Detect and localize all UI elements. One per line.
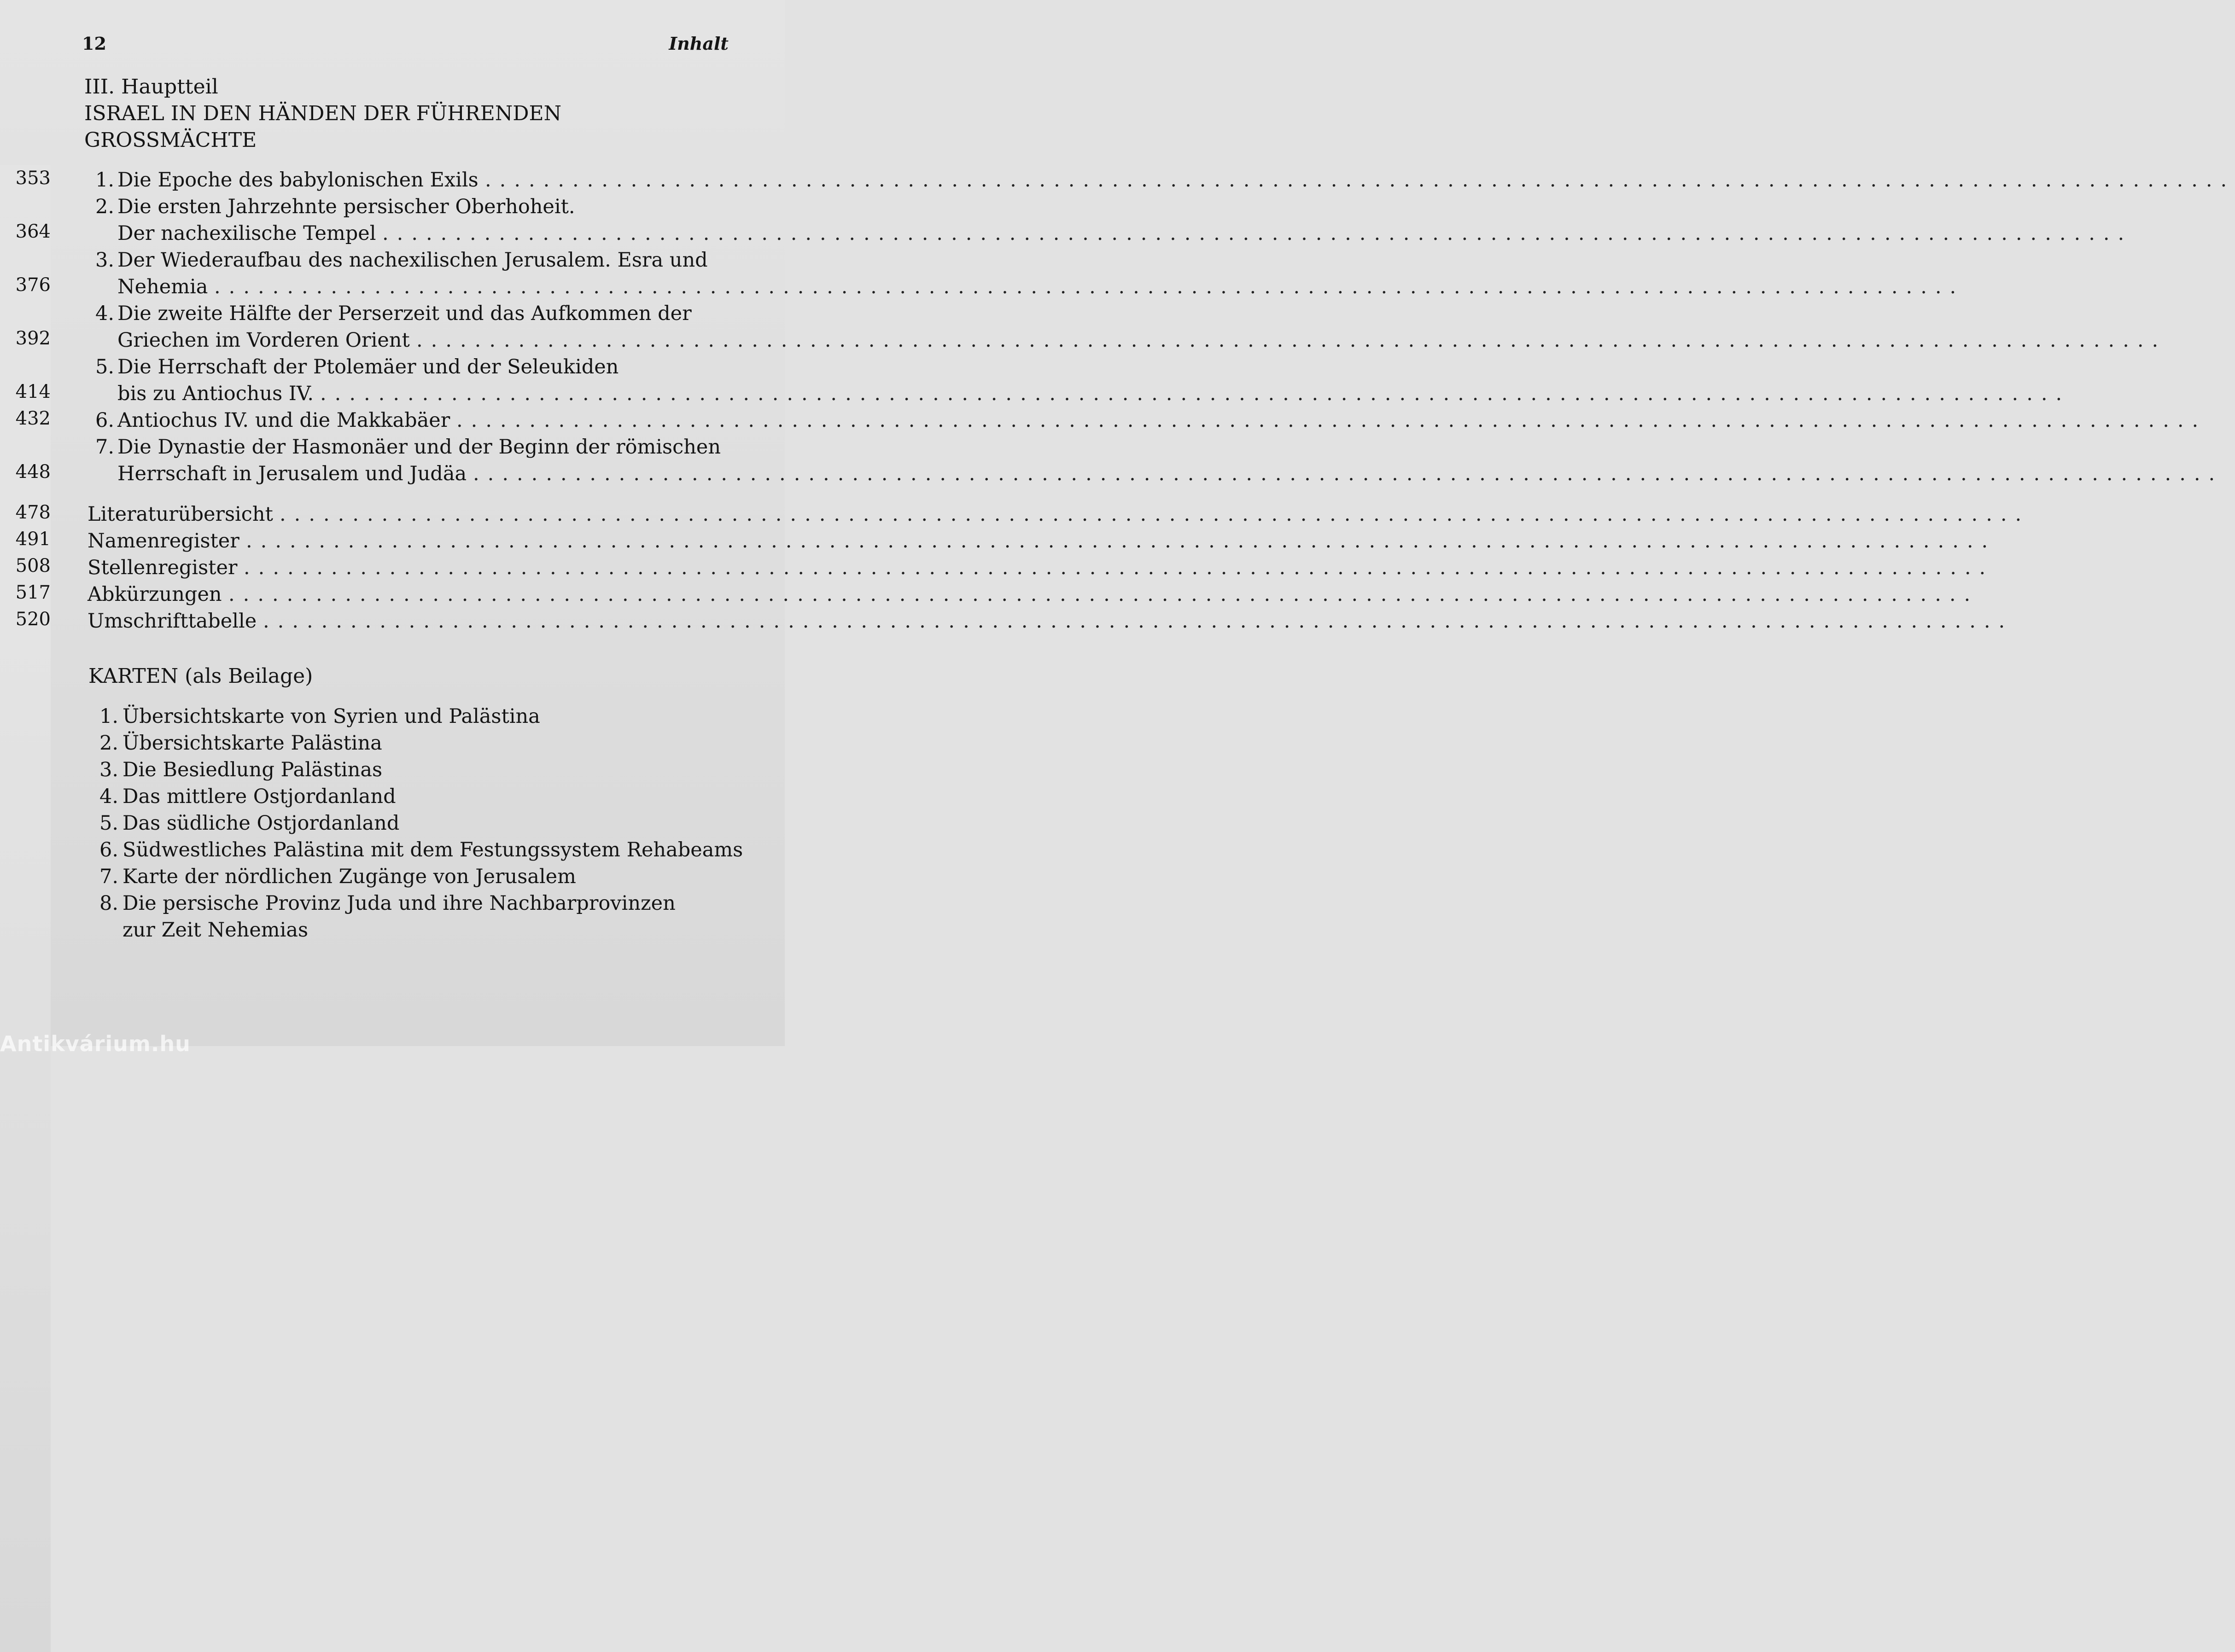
dot-leader: ........................................................................................................................ bbox=[320, 382, 2071, 405]
map-title-line: Das südliche Ostjordanland bbox=[123, 812, 400, 835]
entry-page-number: 448 bbox=[0, 459, 51, 1505]
entry-page-number: 491 bbox=[0, 526, 51, 1572]
toc-chapter-line bbox=[0, 193, 733, 220]
entry-title: Die ersten Jahrzehnte persischer Oberhoheit. bbox=[117, 195, 575, 218]
watermark: Antikvárium.hu bbox=[0, 1031, 191, 1056]
entry-number: 3. bbox=[95, 249, 115, 272]
entry-title: Literaturübersicht bbox=[88, 503, 273, 526]
toc-chapter-line bbox=[0, 247, 733, 273]
entry-title: Die Dynastie der Hasmonäer und der Beginn der römischen bbox=[117, 436, 721, 459]
toc-backmatter-line bbox=[0, 501, 2030, 528]
running-head-title: Inhalt bbox=[669, 33, 729, 54]
map-number: 4. bbox=[99, 785, 119, 808]
entry-page-number: 432 bbox=[0, 405, 51, 1451]
entry-number: 1. bbox=[95, 169, 115, 192]
entry-page-number: 414 bbox=[0, 378, 51, 1425]
toc-chapter-line bbox=[0, 407, 2207, 434]
toc-chapter-line bbox=[0, 434, 733, 460]
entry-title: Der nachexilische Tempel bbox=[117, 222, 376, 245]
entry-title: Antiochus IV. und die Makkabäer bbox=[117, 409, 450, 432]
toc-chapter-line bbox=[0, 220, 2133, 247]
part-heading bbox=[84, 74, 729, 154]
entry-title: Griechen im Vorderen Orient bbox=[117, 329, 410, 352]
part-label: III. Hauptteil bbox=[84, 75, 218, 99]
entry-page-number: 508 bbox=[0, 553, 51, 1599]
entry-title: bis zu Antiochus IV. bbox=[117, 382, 314, 405]
entry-page-number: 517 bbox=[0, 579, 51, 1625]
toc-chapter-line bbox=[0, 273, 1965, 300]
entry-title: Abkürzungen bbox=[88, 583, 222, 606]
map-title-line: Die Besiedlung Palästinas bbox=[123, 758, 383, 781]
maps-heading: KARTEN (als Beilage) bbox=[88, 664, 313, 688]
running-head bbox=[82, 33, 729, 56]
entry-number: 6. bbox=[95, 409, 115, 432]
dot-leader: ........................................................................................................................ bbox=[263, 610, 2013, 633]
map-title-line: zur Zeit Nehemias bbox=[123, 919, 309, 942]
part-title-line-2: GROSSMÄCHTE bbox=[84, 128, 257, 152]
entry-page-number: 478 bbox=[0, 499, 51, 1545]
entry-title: Die zweite Hälfte der Perserzeit und das Aufkommen der bbox=[117, 302, 692, 325]
part-title-line-1: ISRAEL IN DEN HÄNDEN DER FÜHRENDEN bbox=[84, 102, 562, 125]
dot-leader: ........................................................................................................................ bbox=[456, 409, 2207, 432]
entry-title: Namenregister bbox=[88, 529, 239, 553]
map-title-line: Südwestliches Palästina mit dem Festungssystem Rehabeams bbox=[123, 838, 743, 861]
toc-backmatter-line bbox=[0, 581, 1979, 608]
map-number: 5. bbox=[99, 812, 119, 835]
entry-title: Die Epoche des babylonischen Exils bbox=[117, 169, 479, 192]
toc-chapter-line bbox=[0, 354, 733, 380]
dot-leader: ........................................................................................................................ bbox=[485, 169, 2235, 192]
map-title-line: Karte der nördlichen Zugänge von Jerusalem bbox=[123, 865, 576, 888]
map-number: 6. bbox=[99, 838, 119, 861]
page-number: 12 bbox=[82, 33, 106, 54]
entry-title: Nehemia bbox=[117, 275, 208, 298]
map-number: 8. bbox=[99, 892, 119, 915]
entry-title: Stellenregister bbox=[88, 556, 238, 579]
map-number: 7. bbox=[99, 865, 119, 888]
toc-backmatter-line bbox=[0, 528, 1996, 554]
map-number: 3. bbox=[99, 758, 119, 781]
entry-number: 4. bbox=[95, 302, 115, 325]
dot-leader: ........................................................................................................................ bbox=[246, 529, 1996, 553]
toc-backmatter-line bbox=[0, 608, 2013, 634]
dot-leader: ........................................................................................................................ bbox=[244, 556, 1994, 579]
dot-leader: ........................................................................................................................ bbox=[214, 275, 1965, 298]
entry-page-number: 353 bbox=[0, 165, 51, 1211]
entry-title: Die Herrschaft der Ptolemäer und der Seleukiden bbox=[117, 355, 619, 378]
entry-page-number: 364 bbox=[0, 218, 51, 1264]
map-title-line: Das mittlere Ostjordanland bbox=[123, 785, 396, 808]
dot-leader: ........................................................................................................................ bbox=[280, 503, 2030, 526]
entry-number: 5. bbox=[95, 355, 115, 378]
toc-backmatter-line bbox=[0, 554, 1994, 581]
map-title-line: Übersichtskarte Palästina bbox=[123, 732, 382, 755]
map-number: 2. bbox=[99, 732, 119, 755]
dot-leader: ........................................................................................................................ bbox=[382, 222, 2133, 245]
entry-page-number: 520 bbox=[0, 606, 51, 1652]
toc-chapter-line bbox=[0, 167, 2235, 193]
toc-chapter-line bbox=[0, 460, 2223, 487]
dot-leader: ........................................................................................................................ bbox=[416, 329, 2167, 352]
dot-leader: ........................................................................................................................ bbox=[473, 462, 2223, 485]
map-title-line: Die persische Provinz Juda und ihre Nachbarprovinzen bbox=[123, 892, 676, 915]
dot-leader: ........................................................................................................................ bbox=[228, 583, 1979, 606]
entry-page-number: 392 bbox=[0, 325, 51, 1371]
toc-chapter-line bbox=[0, 300, 733, 327]
entry-number: 2. bbox=[95, 195, 115, 218]
entry-title: Der Wiederaufbau des nachexilischen Jerusalem. Esra und bbox=[117, 249, 708, 272]
toc-chapter-line bbox=[0, 327, 2167, 354]
toc-chapter-line bbox=[0, 380, 2071, 407]
map-number: 1. bbox=[99, 705, 119, 728]
entry-title: Umschrifttabelle bbox=[88, 610, 257, 633]
entry-number: 7. bbox=[95, 436, 115, 459]
entry-title: Herrschaft in Jerusalem und Judäa bbox=[117, 462, 467, 485]
map-title-line: Übersichtskarte von Syrien und Palästina bbox=[123, 705, 540, 728]
entry-page-number: 376 bbox=[0, 272, 51, 1318]
